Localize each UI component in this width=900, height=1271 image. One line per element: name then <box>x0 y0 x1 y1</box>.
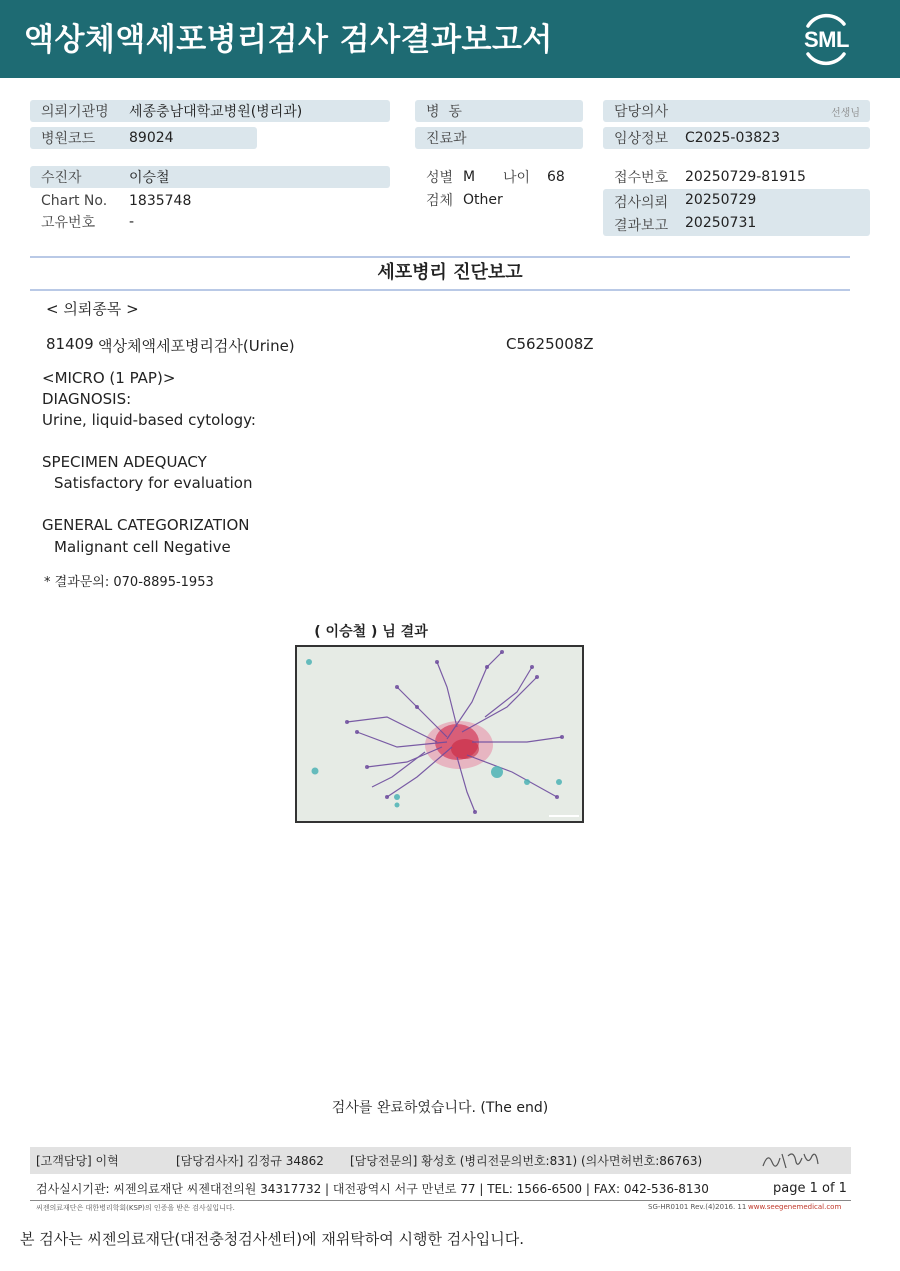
result-inquiry: * 결과문의: 070-8895-1953 <box>44 575 214 590</box>
physician-suffix: 선생님 <box>831 107 860 119</box>
institution-line: 검사실시기관: 씨젠의료재단 씨젠대전의원 34317732 | 대전광역시 서구 만년로 77 | TEL: 1566-6500 | FAX: 042-536-8130 <box>36 1182 709 1196</box>
report-title-main: 액상체액세포병리검사 검사결과보고서 <box>24 22 553 58</box>
chart-no-value: 1835748 <box>129 193 192 209</box>
clinical-info-label: 임상정보 <box>614 131 669 147</box>
bottom-note: 본 검사는 씨젠의료재단(대전충청검사센터)에 재위탁하여 시행한 검사입니다. <box>20 1230 524 1248</box>
adequacy-value: Satisfactory for evaluation <box>54 474 253 492</box>
requesting-institution-row <box>30 100 390 122</box>
sex-value: M <box>463 169 476 185</box>
patient-row <box>30 166 390 188</box>
chart-no-row <box>30 190 390 212</box>
sex-age-row <box>415 166 583 188</box>
logo-text: SML <box>804 27 849 52</box>
examiner: [담당검사자] 김정규 34862 <box>176 1154 324 1168</box>
signature-image <box>760 1148 822 1172</box>
ward-row <box>415 100 583 122</box>
patient-value: 이승철 <box>129 170 170 186</box>
test-id: C5625008Z <box>506 335 594 353</box>
footer-rule <box>30 1200 851 1201</box>
report-section-title: 세포병리 진단보고 <box>377 262 523 283</box>
diagnosis-label: DIAGNOSIS: <box>42 390 132 408</box>
section-divider-bottom <box>30 289 850 291</box>
receipt-no-row <box>603 166 870 188</box>
ward-label: 병 동 <box>426 104 462 120</box>
clinical-info-row <box>603 127 870 149</box>
dates-block <box>603 189 870 236</box>
test-request-label: 검사의뢰 <box>614 195 669 211</box>
result-report-label: 결과보고 <box>614 218 669 234</box>
receipt-no-value: 20250729-81915 <box>685 169 806 185</box>
specimen-label: 검체 <box>426 193 454 209</box>
categorization-value: Malignant cell Negative <box>54 538 231 556</box>
report-header <box>0 0 900 78</box>
physician-row <box>603 100 870 122</box>
hospital-code-value: 89024 <box>129 130 174 146</box>
certification-note: 씨젠의료재단은 대한병리학회(KSP)의 인증을 받은 검사실입니다. <box>36 1204 235 1212</box>
specialist: [담당전문의] 황성호 (병리전문의번호:831) (의사면허번호:86763) <box>350 1154 703 1168</box>
test-name: 액상체액세포병리검사(Urine) <box>98 337 295 355</box>
end-text: 검사를 완료하였습니다. (The end) <box>331 1100 549 1116</box>
cytology-micrograph <box>295 645 584 823</box>
diagnosis-value: Urine, liquid-based cytology: <box>42 411 256 429</box>
department-label: 진료과 <box>426 131 467 147</box>
website-link[interactable]: www.seegenemedical.com <box>748 1203 842 1211</box>
adequacy-label: SPECIMEN ADEQUACY <box>42 453 207 471</box>
result-report-value: 20250731 <box>685 215 757 231</box>
request-items-heading: < 의뢰종목 > <box>46 300 139 318</box>
age-label: 나이 <box>503 170 531 186</box>
unique-no-label: 고유번호 <box>41 215 96 231</box>
specimen-value: Other <box>463 192 503 208</box>
unique-no-value: - <box>129 214 135 230</box>
unique-no-row <box>30 211 390 233</box>
receipt-no-label: 접수번호 <box>614 170 669 186</box>
categorization-label: GENERAL CATEGORIZATION <box>42 516 250 534</box>
sex-label: 성별 <box>426 170 454 186</box>
department-row <box>415 127 583 149</box>
page-number: page 1 of 1 <box>773 1181 847 1196</box>
clinical-info-value: C2025-03823 <box>685 130 780 146</box>
customer-service: [고객담당] 이혁 <box>36 1154 119 1168</box>
micro-line: <MICRO (1 PAP)> <box>42 369 176 387</box>
test-request-value: 20250729 <box>685 192 757 208</box>
patient-label: 수진자 <box>41 170 82 186</box>
test-code: 81409 <box>46 335 94 353</box>
physician-label: 담당의사 <box>614 104 669 120</box>
form-code: SG-HR0101 Rev.(4)2016. 11 <box>648 1203 747 1211</box>
hospital-code-row <box>30 127 257 149</box>
requesting-institution-value: 세종충남대학교병원(병리과) <box>129 104 303 120</box>
hospital-code-label: 병원코드 <box>41 131 96 147</box>
age-value: 68 <box>547 169 565 185</box>
requesting-institution-label: 의뢰기관명 <box>41 104 109 120</box>
image-caption: ( 이승철 ) 님 결과 <box>314 624 428 640</box>
specimen-row <box>415 189 583 211</box>
chart-no-label: Chart No. <box>41 193 108 209</box>
footer-staff-band <box>30 1147 851 1174</box>
